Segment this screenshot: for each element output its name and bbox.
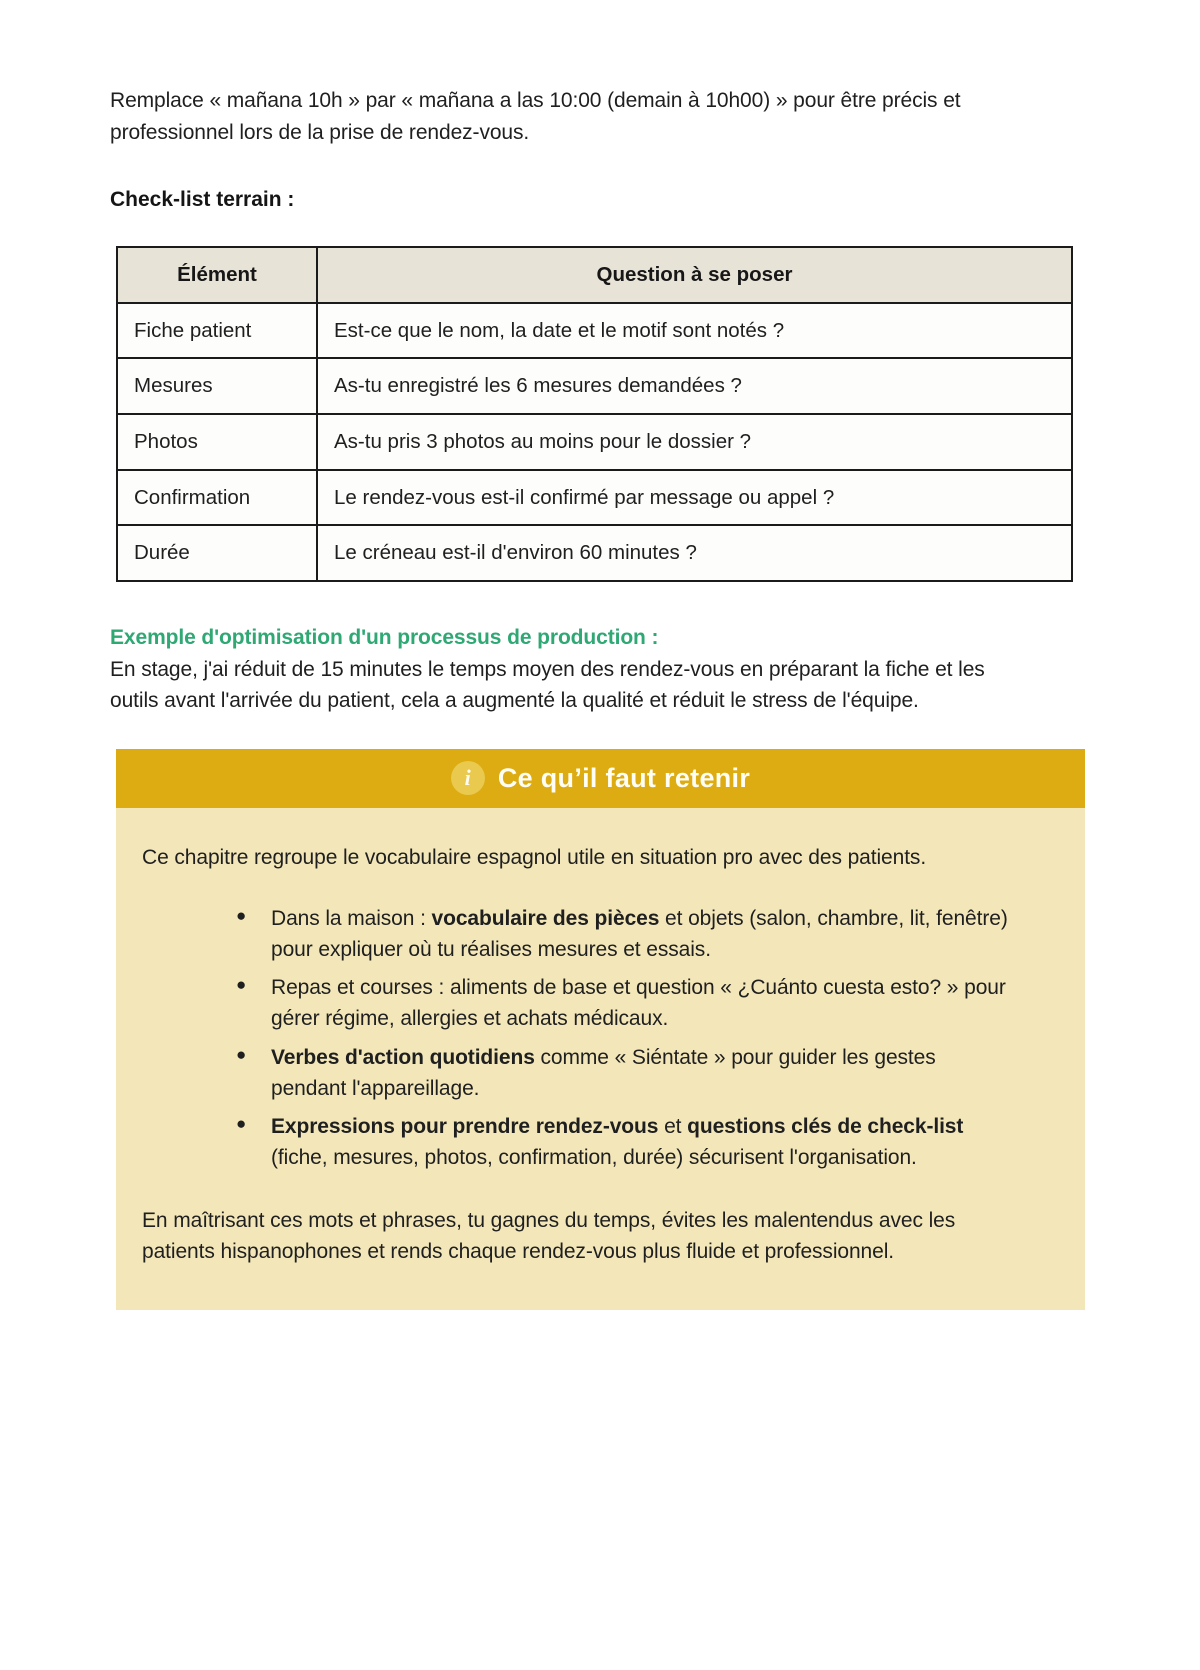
key-takeaways-callout	[116, 749, 1085, 1310]
cell-element: Confirmation	[117, 470, 317, 526]
callout-intro-paragraph: Ce chapitre regroupe le vocabulaire espagnol utile en situation pro avec des patients.	[142, 845, 927, 869]
checklist-table	[116, 246, 1073, 582]
example-heading: Exemple d'optimisation d'un processus de production :	[110, 625, 659, 649]
column-header-question: Question à se poser	[317, 247, 1072, 303]
cell-question: Le créneau est-il d'environ 60 minutes ?	[317, 525, 1072, 581]
checklist-heading: Check-list terrain :	[110, 188, 295, 211]
cell-element: Fiche patient	[117, 303, 317, 359]
cell-question: Est-ce que le nom, la date et le motif sont notés ?	[317, 303, 1072, 359]
bullet-icon: ●	[236, 975, 247, 995]
list-item	[234, 972, 1013, 1034]
callout-bullet-list	[142, 903, 1013, 1173]
table-row	[117, 414, 1072, 470]
bullet-icon: ●	[236, 1044, 247, 1064]
example-paragraph: En stage, j'ai réduit de 15 minutes le temps moyen des rendez-vous en préparant la fiche et les outils avant l'arrivée du patient, cela a augmenté la qualité et réduit le stress de l'équipe.	[110, 657, 985, 713]
callout-title: Ce qu’il faut retenir	[497, 762, 751, 793]
table-header-row	[117, 247, 1072, 303]
callout-body	[116, 808, 1085, 1310]
table-row	[117, 303, 1072, 359]
bullet-icon: ●	[236, 906, 247, 926]
list-item-text: Dans la maison : vocabulaire des pièces et objets (salon, chambre, lit, fenêtre) pour expliquer où tu réalises mesures et essais.	[271, 907, 1008, 962]
list-item-text: Repas et courses : aliments de base et question « ¿Cuánto cuesta esto? » pour gérer régime, allergies et achats médicaux.	[271, 976, 1006, 1031]
table-row	[117, 525, 1072, 581]
list-item-text: Verbes d'action quotidiens comme « Siéntate » pour guider les gestes pendant l'appareillage.	[271, 1045, 936, 1100]
intro-paragraph: Remplace « mañana 10h » par « mañana a las 10:00 (demain à 10h00) » pour être précis et professionnel lors de la prise de rendez-vous.	[110, 89, 961, 144]
table-row	[117, 358, 1072, 414]
list-item	[234, 1111, 1013, 1173]
callout-outro-paragraph: En maîtrisant ces mots et phrases, tu gagnes du temps, évites les malentendus avec les patients hispanophones et rends chaque rendez-vous plus fluide et professionnel.	[142, 1208, 956, 1264]
list-item-text: Expressions pour prendre rendez-vous et questions clés de check-list (fiche, mesures, photos, confirmation, durée) sécurisent l'organisation.	[271, 1114, 964, 1169]
cell-element: Photos	[117, 414, 317, 470]
callout-header	[116, 749, 1085, 808]
info-icon: i	[451, 761, 485, 795]
cell-question: Le rendez-vous est-il confirmé par message ou appel ?	[317, 470, 1072, 526]
cell-question: As-tu enregistré les 6 mesures demandées ?	[317, 358, 1072, 414]
cell-element: Durée	[117, 525, 317, 581]
bullet-icon: ●	[236, 1113, 247, 1133]
list-item	[234, 903, 1013, 965]
table-row	[117, 470, 1072, 526]
cell-question: As-tu pris 3 photos au moins pour le dossier ?	[317, 414, 1072, 470]
list-item	[234, 1042, 1013, 1104]
column-header-element: Élément	[117, 247, 317, 303]
cell-element: Mesures	[117, 358, 317, 414]
